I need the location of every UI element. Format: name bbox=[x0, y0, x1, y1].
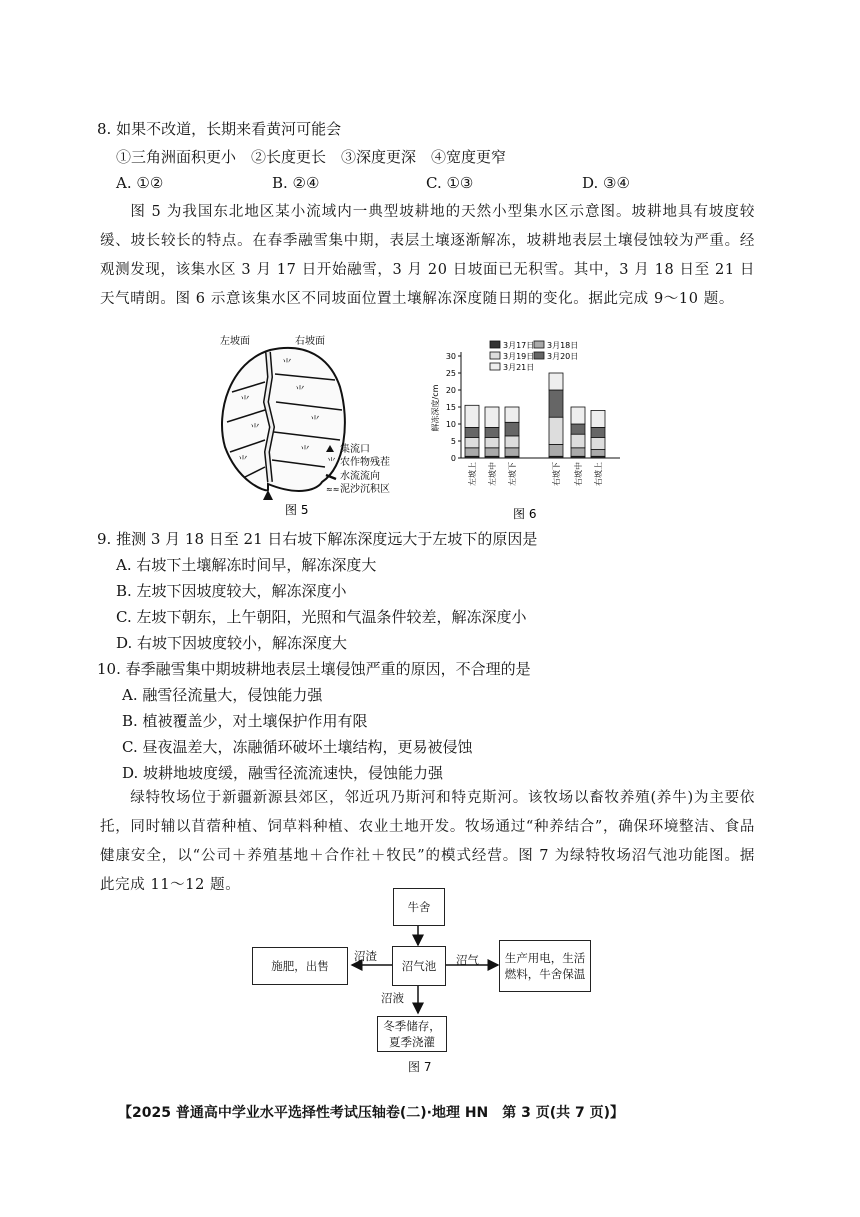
fig7-barn-box: 牛舍 bbox=[393, 888, 445, 926]
bar-segment bbox=[505, 436, 519, 448]
bar-segment bbox=[505, 422, 519, 436]
bar-segment bbox=[591, 438, 605, 450]
fig5-left-slope-label: 左坡面 bbox=[220, 336, 250, 347]
q10-stem: 10. 春季融雪集中期坡耕地表层土壤侵蚀严重的原因，不合理的是 bbox=[97, 660, 531, 678]
q10-option-a: A. 融雪径流量大，侵蚀能力强 bbox=[122, 686, 323, 704]
legend-swatch bbox=[534, 341, 544, 348]
x-tick-label: 左坡上 bbox=[468, 462, 477, 486]
bar-segment bbox=[591, 410, 605, 427]
y-tick-label: 10 bbox=[445, 420, 456, 429]
y-tick-label: 15 bbox=[445, 403, 456, 412]
q8-option-a: A. ①② bbox=[116, 174, 164, 192]
fig7-caption: 图 7 bbox=[408, 1060, 432, 1074]
q9-option-c: C. 左坡下朝东，上午朝阳，光照和气温条件较差，解冻深度小 bbox=[116, 608, 527, 626]
x-tick-label: 左坡下 bbox=[508, 462, 517, 486]
fig5-legend-residue: 农作物残茬 bbox=[340, 457, 390, 468]
bar-segment bbox=[485, 448, 499, 457]
page-footer: 【2025 普通高中学业水平选择性考试压轴卷(二)·地理 HN 第 3 页(共 7 页)】 bbox=[118, 1105, 625, 1121]
svg-text:⺌: ⺌ bbox=[282, 359, 292, 370]
y-tick-label: 30 bbox=[445, 352, 456, 361]
passage-9-10 bbox=[100, 198, 755, 314]
q10-option-c: C. 昼夜温差大，冻融循环破坏土壤结构，更易被侵蚀 bbox=[122, 738, 473, 756]
bar-segment bbox=[465, 405, 479, 427]
svg-text:⺌: ⺌ bbox=[238, 456, 248, 467]
svg-text:⺌: ⺌ bbox=[300, 446, 310, 457]
x-tick-label: 右坡下 bbox=[552, 462, 561, 486]
q8-items: ①三角洲面积更小 ②长度更长 ③深度更深 ④宽度更窄 bbox=[116, 148, 507, 166]
fig7-liquid-label: 沼液 bbox=[381, 991, 404, 1005]
passage-11-12 bbox=[100, 784, 755, 900]
fig7-power-box: 生产用电，生活燃料，牛舍保温 bbox=[499, 940, 591, 992]
bar-segment bbox=[485, 427, 499, 437]
residue-icon: ⺌ bbox=[327, 458, 337, 468]
bar-segment bbox=[485, 438, 499, 448]
bar-segment bbox=[465, 438, 479, 448]
bar-segment bbox=[485, 407, 499, 427]
legend-swatch bbox=[490, 352, 500, 359]
svg-text:⺌: ⺌ bbox=[295, 386, 305, 397]
bar-segment bbox=[465, 427, 479, 437]
y-tick-label: 5 bbox=[450, 437, 456, 446]
y-tick-label: 0 bbox=[450, 454, 456, 463]
bar-segment bbox=[465, 448, 479, 457]
legend-label: 3月21日 bbox=[503, 363, 535, 372]
svg-text:⺌: ⺌ bbox=[250, 424, 260, 435]
legend-label: 3月17日 bbox=[503, 341, 535, 350]
q8-option-d: D. ③④ bbox=[582, 174, 630, 192]
figure-6-chart bbox=[428, 338, 628, 523]
bar-segment bbox=[571, 407, 585, 424]
legend-label: 3月19日 bbox=[503, 352, 535, 361]
bar-segment bbox=[505, 407, 519, 422]
bar-segment bbox=[549, 444, 563, 456]
legend-swatch bbox=[490, 341, 500, 348]
legend-swatch bbox=[490, 363, 500, 370]
fig7-storage-box: 冬季储存，夏季浇灌 bbox=[377, 1016, 447, 1052]
x-tick-label: 右坡上 bbox=[594, 462, 603, 486]
passage-11-12-text: 绿特牧场位于新疆新源县郊区，邻近巩乃斯河和特克斯河。该牧场以畜牧养殖(养牛)为主要依托，同时辅以苜蓿种植、饲草料种植、农业土地开发。牧场通过“种养结合”，确保环境整洁、食品健康安全，以“公司＋养殖基地＋合作社＋牧民”的模式经营。图 7 为绿特牧场沼气池功能图。据此完成 11～12 题。 bbox=[100, 790, 755, 893]
bar-segment bbox=[591, 450, 605, 457]
svg-text:⺌: ⺌ bbox=[310, 416, 320, 427]
svg-text:⺌: ⺌ bbox=[240, 396, 250, 407]
bar-segment bbox=[549, 417, 563, 444]
figure-5-diagram bbox=[210, 332, 435, 522]
legend-label: 3月20日 bbox=[547, 352, 579, 361]
fig7-gas-label: 沼气 bbox=[456, 953, 479, 967]
bar-segment bbox=[571, 434, 585, 448]
x-tick-label: 右坡中 bbox=[574, 462, 583, 486]
y-tick-label: 25 bbox=[445, 369, 456, 378]
bar-segment bbox=[505, 448, 519, 457]
fig5-legend-outlet: 集流口 bbox=[340, 444, 370, 455]
fig5-legend-sediment: 泥沙沉积区 bbox=[340, 484, 390, 495]
bar-segment bbox=[571, 424, 585, 434]
bar-segment bbox=[549, 390, 563, 417]
fig5-legend-flow: 水流流向 bbox=[340, 471, 380, 482]
fig7-biogas-pit-box: 沼气池 bbox=[392, 946, 446, 986]
fig5-caption: 图 5 bbox=[285, 503, 309, 517]
q9-option-d: D. 右坡下因坡度较小，解冻深度大 bbox=[116, 634, 348, 652]
x-tick-label: 左坡中 bbox=[488, 462, 497, 486]
sediment-icon: ≈≈ bbox=[326, 485, 340, 494]
q9-option-b: B. 左坡下因坡度较大，解冻深度小 bbox=[116, 582, 347, 600]
q9-option-a: A. 右坡下土壤解冻时间早，解冻深度大 bbox=[116, 556, 377, 574]
fig5-right-slope-label: 右坡面 bbox=[295, 336, 325, 347]
bar-segment bbox=[591, 427, 605, 437]
q10-option-d: D. 坡耕地坡度缓，融雪径流流速快，侵蚀能力强 bbox=[122, 764, 444, 782]
legend-swatch bbox=[534, 352, 544, 359]
q8-option-b: B. ②④ bbox=[272, 174, 320, 192]
bar-segment bbox=[571, 448, 585, 457]
fig7-residue-label: 沼渣 bbox=[354, 949, 377, 963]
q8-stem: 8. 如果不改道，长期来看黄河可能会 bbox=[97, 120, 342, 138]
fig6-caption: 图 6 bbox=[513, 507, 537, 521]
passage-9-10-text: 图 5 为我国东北地区某小流域内一典型坡耕地的天然小型集水区示意图。坡耕地具有坡度较缓、坡长较长的特点。在春季融雪集中期，表层土壤逐渐解冻，坡耕地表层土壤侵蚀较为严重。经观测发现，该集水区 3 月 17 日开始融雪，3 月 20 日坡面已无积雪。其中，3 月 18 日至 21 日天气晴朗。图 6 示意该集水区不同坡面位置土壤解冻深度随日期的变化。据此完成 9～10 题。 bbox=[100, 204, 755, 307]
fig7-fertilize-box: 施肥，出售 bbox=[252, 947, 348, 985]
q10-option-b: B. 植被覆盖少，对土壤保护作用有限 bbox=[122, 712, 368, 730]
bar-segment bbox=[549, 373, 563, 390]
q8-option-c: C. ①③ bbox=[426, 174, 474, 192]
y-axis-label: 解冻深度/cm bbox=[431, 384, 440, 432]
legend-label: 3月18日 bbox=[547, 341, 579, 350]
q9-stem: 9. 推测 3 月 18 日至 21 日右坡下解冻深度远大于左坡下的原因是 bbox=[97, 530, 538, 548]
y-tick-label: 20 bbox=[445, 386, 456, 395]
